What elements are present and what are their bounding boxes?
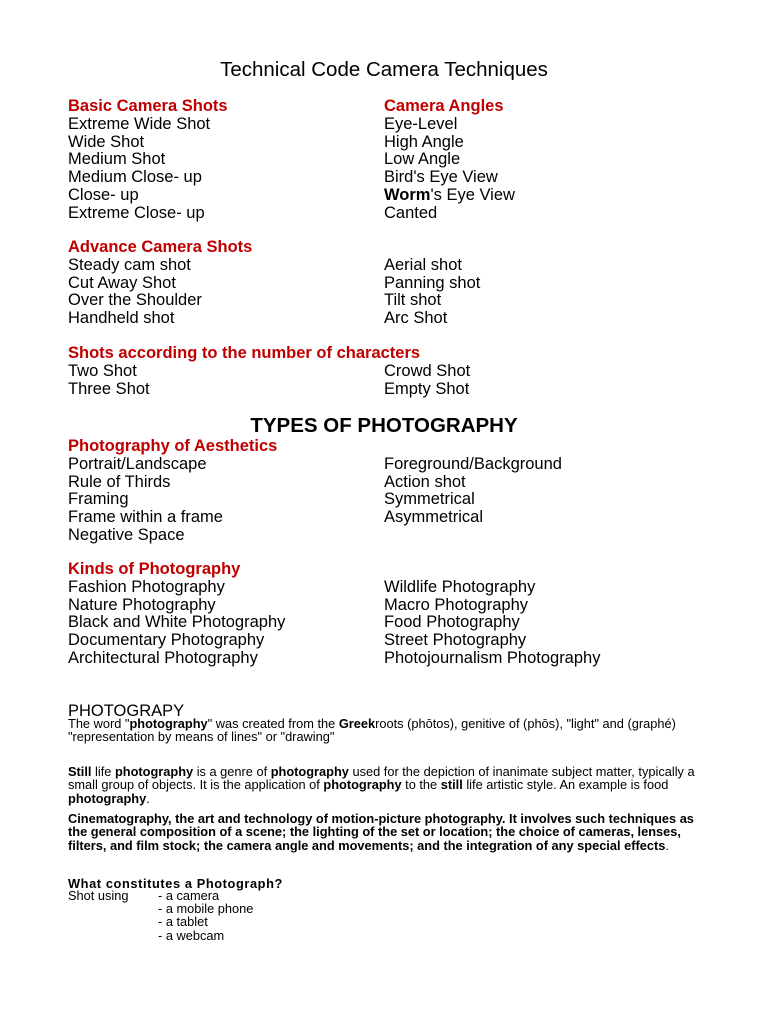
list-item: Frame within a frame [68,508,223,527]
document-title: Technical Code Camera Techniques [220,58,548,81]
text-run: The word " [68,716,130,731]
list-item: Over the Shoulder [68,291,202,310]
character-shots-right [384,363,470,399]
list-item: Panning shot [384,273,481,292]
list-item: Extreme Close- up [68,203,205,222]
text-run: roots (phōtos), genitive of (phōs), "light" and (graphé) "representation by means of lines" or "drawing" [68,716,676,745]
list-item-worms-eye [384,187,515,205]
list-item: - a tablet [158,914,208,930]
bold-run: Greek [338,716,376,731]
list-item: Medium Close- up [68,168,202,187]
list-item: High Angle [384,132,464,151]
list-item: Eye-Level [384,114,458,133]
bold-run: photography [270,764,349,779]
bold-run: photography [68,790,147,806]
kinds-heading: Kinds of Photography [68,560,241,578]
list-item: Photojournalism Photography [384,648,601,667]
text-run: life [91,764,115,779]
list-item: Nature Photography [68,595,216,614]
character-shots-left [68,345,420,398]
list-item: Close- up [68,185,139,204]
bold-run: Still [68,764,92,779]
list-item: Steady cam shot [68,255,191,274]
list-item: Rule of Thirds [68,472,171,491]
bold-run: Cinematography, the art and technology of motion-picture photography. It involves such techniques as the general composition of a scene; the lighting of the set or location; the choice of cameras, lenses, filters, and film stock; the camera angle and movements; and the integration of any special effects [68,811,694,853]
text-run: used for the depiction of inanimate subject matter, typically a small group of objects. It is the application of [68,764,695,793]
basic-shots-heading: Basic Camera Shots [68,97,228,115]
list-item: Handheld shot [68,309,175,328]
paragraph-still-life [68,765,708,805]
bold-run: photography [129,716,208,731]
text-run: . [665,837,669,853]
paragraph-word-origin [68,717,708,744]
text-run: is a genre of [193,764,271,779]
advance-shots-right [384,257,480,328]
basic-shots-list [68,98,228,223]
text-run: . [146,790,150,806]
photograpy-heading: PHOTOGRAPY [68,702,185,720]
character-shots-heading: Shots according to the number of characters [68,344,421,362]
worm-bold-text: Worm [384,185,431,204]
list-item: Bird's Eye View [384,168,498,187]
list-item: Negative Space [68,525,185,544]
list-item: Extreme Wide Shot [68,114,211,133]
list-item: - a mobile phone [158,901,254,917]
bold-run: photography [114,764,194,779]
list-item: Symmetrical [384,490,475,509]
shot-using-label: Shot using [68,888,129,903]
bold-run: photography [323,777,402,793]
list-item: Low Angle [384,150,461,169]
question-heading: What constitutes a Photograph? [68,876,283,891]
aesthetics-left [68,438,277,545]
worm-rest-text: 's Eye View [430,185,515,204]
list-item: Wide Shot [68,132,145,151]
text-run: " was created from the [207,716,339,731]
list-item: Architectural Photography [68,648,258,667]
list-item: Cut Away Shot [68,273,176,292]
list-item: Asymmetrical [384,508,484,527]
list-item: Documentary Photography [68,631,265,650]
list-item: Aerial shot [384,255,462,274]
advance-shots-left [68,239,252,328]
list-item: Fashion Photography [68,577,225,596]
list-item: Wildlife Photography [384,577,536,596]
text-run: to the [401,777,441,793]
list-item: Canted [384,203,438,222]
paragraph-cinematography [68,812,708,852]
list-item: Macro Photography [384,595,528,614]
list-item: Arc Shot [384,309,448,328]
types-title: TYPES OF PHOTOGRAPHY [250,414,518,437]
list-item: Foreground/Background [384,454,562,473]
list-item: Empty Shot [384,379,470,398]
list-item: - a webcam [158,927,225,943]
list-item: Framing [68,490,129,509]
list-item: Crowd Shot [384,361,471,380]
text-run: life artistic style. An example is food [462,777,669,793]
list-item: Street Photography [384,631,527,650]
aesthetics-heading: Photography of Aesthetics [68,437,278,455]
list-item: Food Photography [384,613,520,632]
bold-run: still [440,777,463,793]
list-item: Medium Shot [68,150,166,169]
list-item: Three Shot [68,379,150,398]
camera-angles-heading: Camera Angles [384,97,504,115]
kinds-right [384,579,600,668]
shot-using-list [158,889,253,942]
advance-shots-heading: Advance Camera Shots [68,238,253,256]
list-item: Tilt shot [384,291,442,310]
kinds-left [68,561,285,668]
list-item: - a camera [158,888,220,903]
aesthetics-right [384,456,562,527]
list-item: Two Shot [68,361,137,380]
camera-angles-list [384,98,515,223]
list-item: Black and White Photography [68,613,286,632]
list-item: Action shot [384,472,466,491]
list-item: Portrait/Landscape [68,454,207,473]
